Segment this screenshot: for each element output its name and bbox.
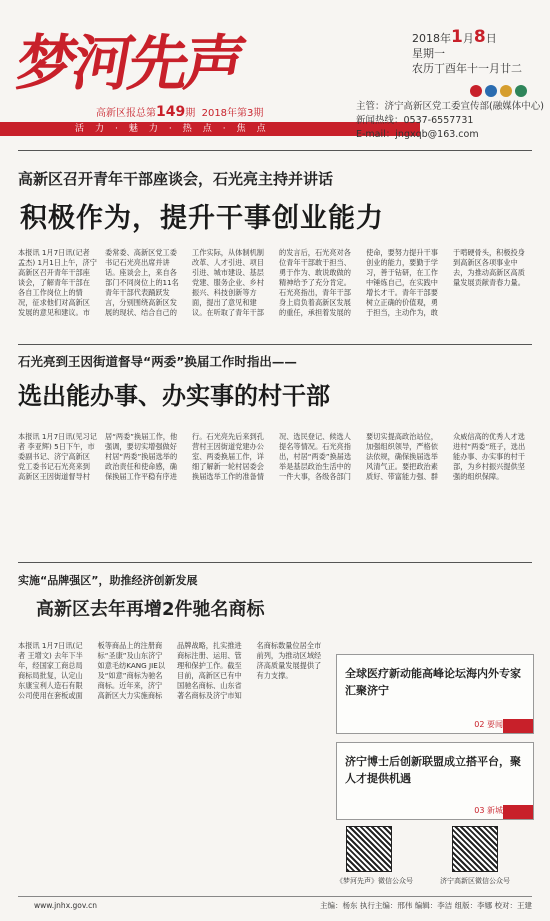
circle-logo-icon	[515, 85, 527, 97]
qr-code-icon[interactable]	[346, 826, 392, 872]
circle-logo-icon	[470, 85, 482, 97]
contact-info: 主管：济宁高新区党工委宣传部(融媒体中心) 新闻热线：0537-6557731 E-mail：jngxqb@163.com	[356, 101, 544, 140]
story3-kicker: 实施“品牌强区”，助推经济创新发展	[18, 574, 198, 587]
lead-body: 本报讯 1月7日讯(记者 孟杰) 1月1日上午，济宁高新区召开青年干部座谈会，了解青年干部在各自工作岗位上的情况，征求他们对高新区发展的意见和建议。市委常委、高新区党工委书记石光亮出席并讲话。座谈会上，来自各部门不同岗位上的11名青年干部代表踊跃发言，分别围绕高新区发展的现状、结合自己的工作实际，从体制机制改革、人才引进、项目引进、城市建设、基层党建、服务企业、乡村振兴、科技创新等方面，提出了意见和建议。在听取了青年干部的发言后，石光亮对各位青年干部敢于担当、勇于作为、敢说敢做的精神给予了充分肯定。石光亮指出，青年干部身上肩负着高新区发展的重任，承担着发展的使命，要努力提升干事创业的能力，要勤于学习，善于钻研，在工作中锤炼自己，在实践中增长才干。青年干部要树立正确的价值观，勇于担当，主动作为，敢于啃硬骨头，积极投身到高新区各项事业中去，为推动高新区高质量发展贡献青春力量。	[18, 248, 525, 317]
website-link[interactable]: www.jnhx.gov.cn	[34, 901, 97, 910]
story3-body: 本报讯 1月7日讯(记者 王增文) 去年下半年，经国家工商总局商标局批复，认定山东康宝利人造石有限公司使用在套板或面板等商品上的注册商标“圣康”及山东济宁如意毛纺KANG JIE以及“如意”商标为驰名商标。近年来，济宁高新区大力实施商标品牌战略，扎实推进商标注册、运用、管理和保护工作。截至目前，高新区已有中国驰名商标、山东省著名商标及济宁市知名商标数量位居全市前列，为推动区域经济高质量发展提供了有力支撑。	[18, 641, 322, 700]
lead-headline[interactable]: 积极作为，提升干事创业能力	[20, 203, 384, 234]
teaser-box-newcity[interactable]: 济宁博士后创新联盟成立搭平台，聚人才提供机遇 03 新城	[336, 742, 534, 820]
qr-code-icon[interactable]	[452, 826, 498, 872]
qr-codes: 《梦河先声》微信公众号 济宁高新区微信公众号	[336, 826, 532, 888]
partner-logos	[470, 82, 540, 94]
circle-logo-icon	[500, 85, 512, 97]
lead-kicker: 高新区召开青年干部座谈会，石光亮主持并讲话	[18, 170, 334, 188]
footer	[18, 896, 532, 915]
masthead-logo: 梦河先声	[10, 29, 248, 99]
story2-headline[interactable]: 选出能办事、办实事的村干部	[18, 382, 330, 410]
story3-headline[interactable]: 高新区去年再增2件驰名商标	[36, 599, 265, 620]
story2-kicker: 石光亮到王因街道督导“两委”换届工作时指出——	[18, 354, 297, 369]
tagline-bar: 活力·魅力·热点·焦点	[0, 122, 420, 136]
staff-credits: 主编：杨东 执行主编：邢伟 编辑：李洁 组版：李娜 校对：王建	[319, 901, 532, 910]
issue-line: 高新区报总第149期 2018年第3期	[96, 104, 264, 120]
masthead	[0, 0, 550, 140]
circle-logo-icon	[485, 85, 497, 97]
divider	[18, 344, 532, 345]
section-marker	[503, 719, 533, 733]
divider	[18, 150, 532, 151]
divider	[18, 562, 532, 563]
date-block: 2018年1月8日 星期一 农历丁酉年十一月廿二	[412, 27, 522, 75]
teaser-box-news[interactable]: 全球医疗新动能高峰论坛海内外专家汇聚济宁 02 要闻	[336, 654, 534, 734]
section-marker	[503, 805, 533, 819]
story2-body: 本报讯 1月7日讯(见习记者 李亚辉) 5日下午，市委副书记、济宁高新区党工委书记石光亮来到高新区王因街道督导村居“两委”换届工作，他强调，要切实增强做好村居“两委”换届选举的政治责任和使命感，确保换届工作平稳有序进行。石光亮先后来到孔营村王因街道党建办公室、两委换届工作，详细了解新一轮村居委会换届选举工作的准备情况、选民登记、候选人提名等情况。石光亮指出，村居“两委”换届选举是基层政治生活中的一件大事，各级各部门要切实提高政治站位，加强组织领导，严格依法依规，确保换届选举风清气正。要把政治素质好、带富能力强、群众威信高的优秀人才选进村“两委”班子，选出能办事、办实事的村干部，为乡村振兴提供坚强的组织保障。	[18, 432, 526, 481]
